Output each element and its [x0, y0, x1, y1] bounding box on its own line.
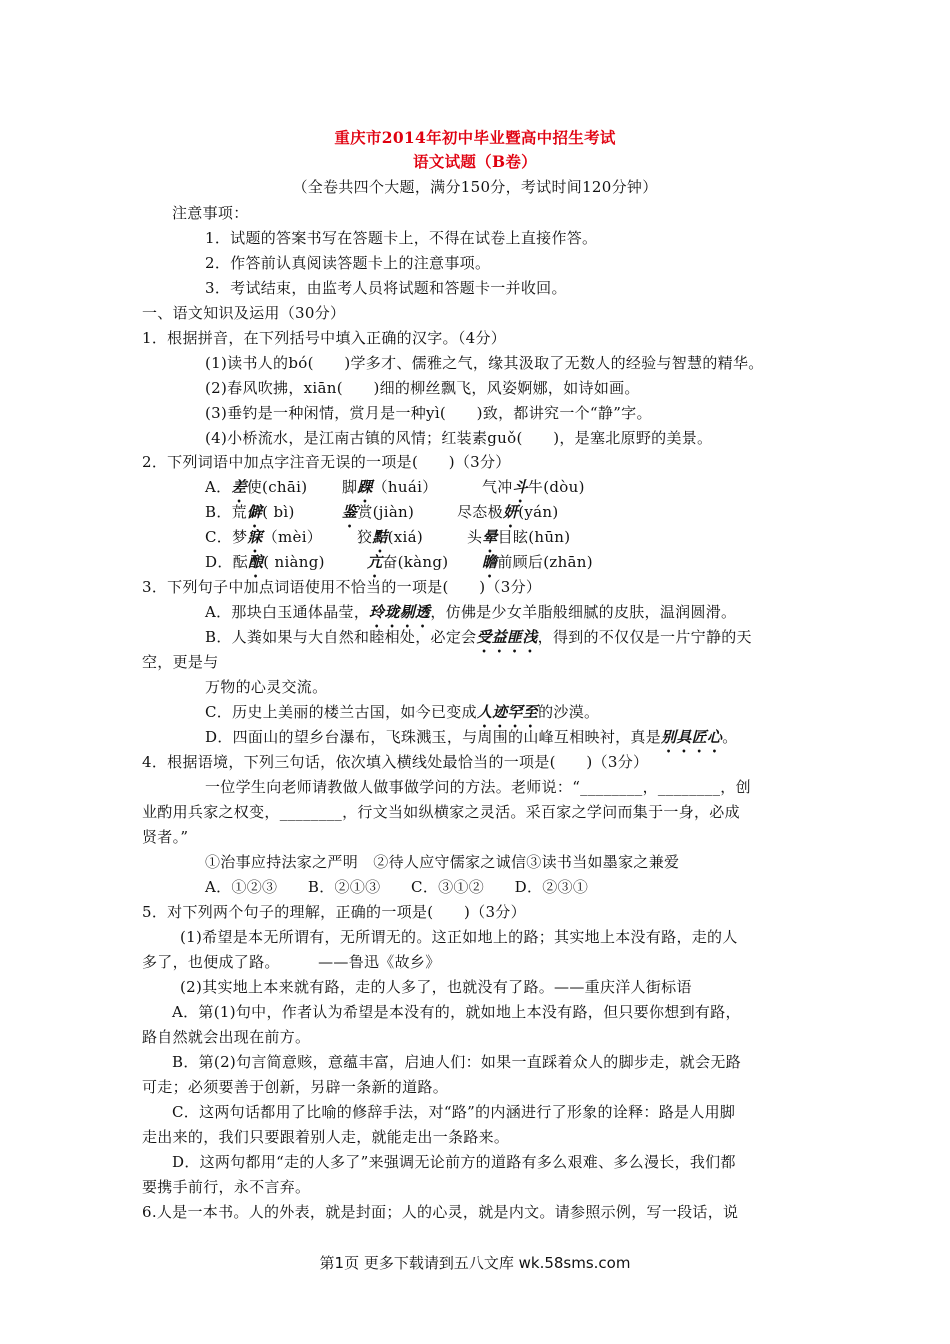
- dotted-char: 亢: [367, 553, 383, 571]
- option-text: 脚: [342, 478, 358, 496]
- question-5-option-c: C．这两句话都用了比喻的修辞手法，对“路”的内涵进行了形象的诠释：路是人用脚: [172, 1103, 736, 1121]
- option-text: 赏(jiàn): [357, 503, 415, 521]
- question-5-option-d: D．这两句都用“走的人多了”来强调无论前方的道路有多么艰难、多么漫长，我们都: [172, 1153, 736, 1171]
- exam-info: （全卷共四个大题，满分150分，考试时间120分钟）: [292, 178, 658, 196]
- dotted-char: 僻: [246, 503, 263, 521]
- question-3-option-b-cont: 空，更是与: [142, 653, 219, 671]
- option-text: (yán): [518, 503, 559, 521]
- question-5-stem: 5．对下列两个句子的理解，正确的一项是( )（3分）: [142, 903, 526, 921]
- option-text: ，仿佛是少女羊脂般细腻的皮肤，温润圆滑。: [430, 603, 737, 621]
- exam-title: 重庆市2014年初中毕业暨高中招生考试: [334, 128, 616, 147]
- dotted-char: 寐: [247, 528, 263, 546]
- option-text: ( bì): [262, 503, 295, 521]
- option-text: 。: [722, 728, 738, 746]
- question-1-item: (4)小桥流水，是江南古镇的风情；红装素guǒ( )，是塞北原野的美景。: [205, 429, 713, 447]
- dotted-char: 晕: [482, 528, 498, 546]
- notice-item: 2．作答前认真阅读答题卡上的注意事项。: [205, 254, 491, 272]
- question-4-passage: 业酌用兵家之权变，________，行文当如纵横家之灵活。采百家之学问而集于一身，必成: [142, 803, 740, 821]
- question-5-option-a: A．第(1)句中，作者认为希望是本没有的，就如地上本没有路，但只要你想到有路，: [172, 1003, 741, 1021]
- question-1-item: (1)读书人的bó( )学多才、儒雅之气，缘其汲取了无数人的经验与智慧的精华。: [205, 354, 764, 372]
- dotted-char: 黠: [372, 528, 388, 546]
- option-text: 目眩(hūn): [497, 528, 571, 546]
- option-text: ，得到的不仅仅是一片宁静的天: [537, 628, 752, 646]
- option-text: （mèi）: [262, 528, 323, 546]
- option-label: A．: [205, 478, 232, 496]
- dotted-phrase: 受益匪浅: [476, 628, 538, 646]
- question-1-stem: 1．根据拼音，在下列括号中填入正确的汉字。（4分）: [142, 329, 507, 347]
- option-text: 酝: [232, 553, 248, 571]
- option-text: ( niàng): [263, 553, 325, 571]
- option-text: A．那块白玉通体晶莹，: [205, 603, 370, 621]
- option-text: 牛(dòu): [527, 478, 585, 496]
- option-text: 气冲: [482, 478, 513, 496]
- option-text: 奋(kàng): [382, 553, 449, 571]
- option-text: 梦: [232, 528, 248, 546]
- dotted-char: 鉴: [342, 503, 358, 521]
- notice-item: 1．试题的答案书写在答题卡上，不得在试卷上直接作答。: [205, 229, 598, 247]
- question-4-options: ①治事应持法家之严明 ②待人应守儒家之诚信③读书当如墨家之兼爱: [205, 853, 680, 871]
- dotted-char: 妍: [502, 503, 519, 521]
- question-5-option-c-cont: 走出来的，我们只要跟着别人走，就能走出一条路来。: [142, 1128, 510, 1146]
- option-text: 使(chāi): [246, 478, 308, 496]
- option-text: （huái）: [372, 478, 438, 496]
- option-label: D．: [205, 553, 233, 571]
- question-4-stem: 4．根据语境，下列三句话，依次填入横线处最恰当的一项是( )（3分）: [142, 753, 649, 771]
- question-5-option-b-cont: 可走；必须要善于创新，另辟一条新的道路。: [142, 1078, 449, 1096]
- option-text: (xiá): [387, 528, 424, 546]
- option-text: C．历史上美丽的楼兰古国，如今已变成: [205, 703, 477, 721]
- dotted-char: 差: [231, 478, 247, 496]
- dotted-phrase: 玲珑剔透: [369, 603, 431, 621]
- option-text: 尽态极: [457, 503, 503, 521]
- dotted-char: 酿: [247, 553, 264, 571]
- notice-item: 3．考试结束，由监考人员将试题和答题卡一并收回。: [205, 279, 567, 297]
- question-5-sentence-1: (1)希望是本无所谓有，无所谓无的。这正如地上的路；其实地上本没有路，走的人: [180, 928, 738, 946]
- section-heading: 一、语文知识及运用（30分）: [142, 304, 346, 322]
- option-text: 荒: [231, 503, 247, 521]
- exam-subtitle: 语文试题（B卷）: [412, 152, 537, 171]
- dotted-char: 踝: [357, 478, 373, 496]
- option-text: B．人粪如果与大自然和睦相处，必定会: [205, 628, 477, 646]
- option-text: 狡: [357, 528, 373, 546]
- question-5-option-a-cont: 路自然就会出现在前方。: [142, 1028, 311, 1046]
- question-3-option-b-cont: 万物的心灵交流。: [205, 678, 328, 696]
- option-text: D．四面山的望乡台瀑布，飞珠溅玉，与周围的山峰互相映衬，真是: [205, 728, 662, 746]
- dotted-char: 瞻: [482, 553, 498, 571]
- notice-heading: 注意事项：: [172, 204, 249, 222]
- option-text: 头: [467, 528, 483, 546]
- dotted-phrase: 人迹罕至: [476, 703, 539, 721]
- question-1-item: (2)春风吹拂，xiān( )细的柳丝飘飞，风姿婀娜，如诗如画。: [205, 379, 640, 397]
- option-label: C．: [205, 528, 233, 546]
- question-5-sentence-2: (2)其实地上本来就有路，走的人多了，也就没有了路。——重庆洋人街标语: [180, 978, 692, 996]
- question-4-choices: A．①②③ B．②①③ C．③①② D．②③①: [205, 878, 589, 896]
- question-5-option-d-cont: 要携手前行，永不言弃。: [142, 1178, 311, 1196]
- question-5-option-b: B．第(2)句言简意赅，意蕴丰富，启迪人们：如果一直踩着众人的脚步走，就会无路: [172, 1053, 741, 1071]
- question-4-passage: 贤者。”: [142, 828, 189, 846]
- question-3-stem: 3．下列句子中加点词语使用不恰当的一项是( )（3分）: [142, 578, 542, 596]
- question-2-stem: 2．下列词语中加点字注音无误的一项是( )（3分）: [142, 453, 511, 471]
- question-4-passage: 一位学生向老师请教做人做事做学问的方法。老师说：“________，________，创: [205, 778, 751, 796]
- dotted-char: 斗: [512, 478, 528, 496]
- page-footer: 第1页 更多下载请到五八文库 wk.58sms.com: [319, 1254, 631, 1272]
- question-1-item: (3)垂钓是一种闲情，赏月是一种yì( )致，都讲究一个“静”字。: [205, 404, 652, 422]
- question-5-sentence-1-cont: 多了，也便成了路。 ——鲁迅《故乡》: [142, 953, 441, 971]
- option-label: B．: [205, 503, 232, 521]
- option-text: 的沙漠。: [538, 703, 600, 721]
- option-text: 前顾后(zhān): [497, 553, 593, 571]
- question-6-stem: 6.人是一本书。人的外表，就是封面；人的心灵，就是内文。请参照示例，写一段话，说: [142, 1203, 739, 1221]
- dotted-phrase: 别具匠心: [661, 728, 723, 746]
- question-3-option-b: [205, 627, 752, 656]
